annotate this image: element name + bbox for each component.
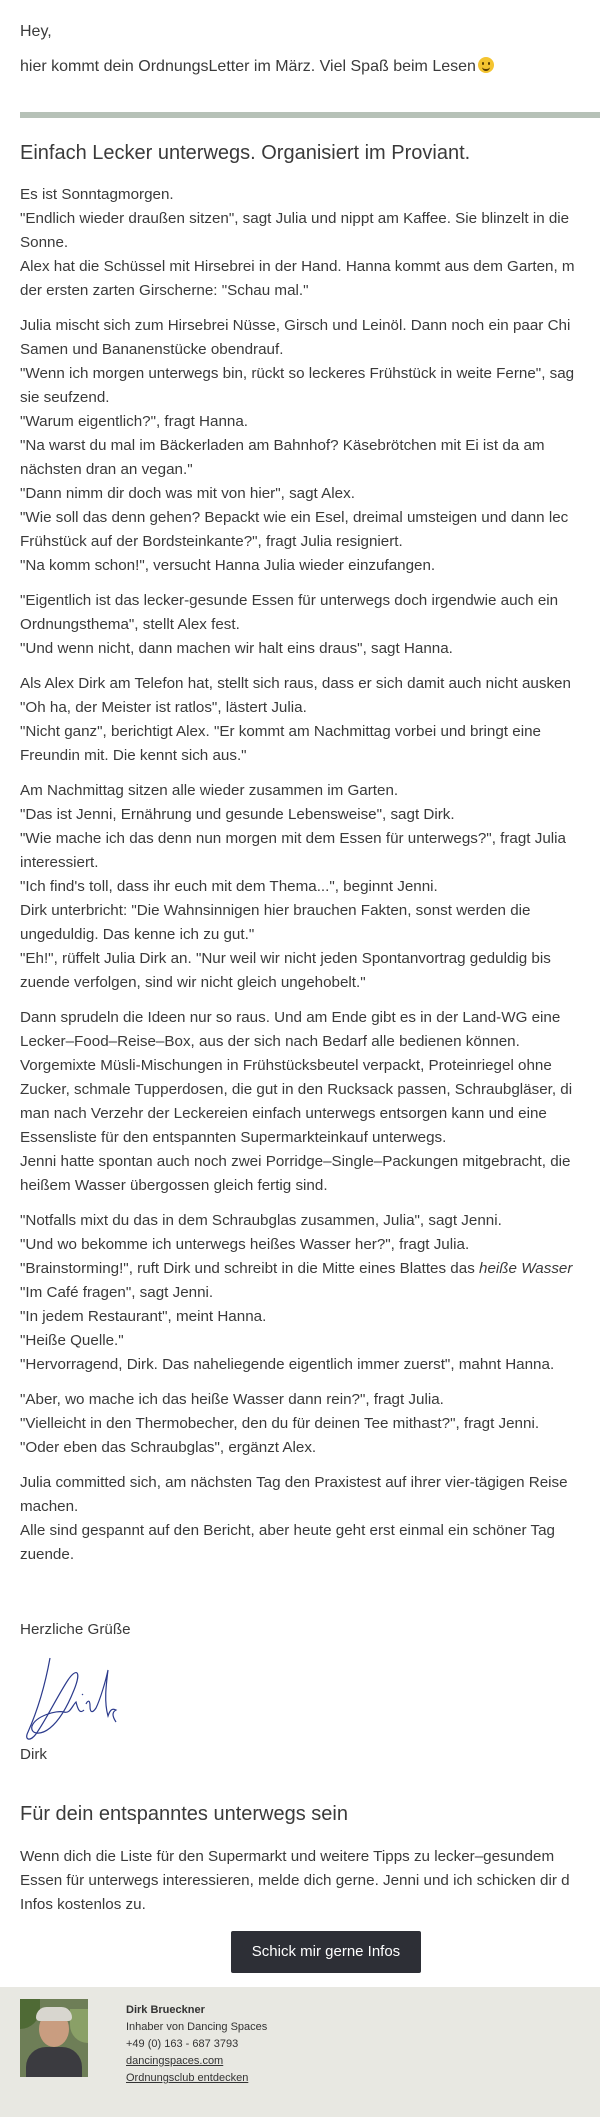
text-line: "Und wo bekomme ich unterwegs heißes Wasser her?", fragt Julia. — [20, 1236, 470, 1253]
photo-hair — [36, 2007, 72, 2021]
text-line: Als Alex Dirk am Telefon hat, stellt sich raus, dass er sich damit auch nicht ausken — [20, 675, 571, 692]
text-line: "Warum eigentlich?", fragt Hanna. — [20, 413, 249, 430]
footer-name: Dirk Brueckner — [126, 2004, 205, 2016]
text-line: Infos kostenlos zu. — [20, 1896, 146, 1913]
website-link[interactable]: dancingspaces.com — [126, 2055, 224, 2067]
profile-photo — [20, 1999, 88, 2077]
paragraph-1 — [20, 183, 600, 303]
text-line: "Im Café fragen", sagt Jenni. — [20, 1284, 214, 1301]
text-line: Samen und Bananenstücke obendrauf. — [20, 341, 284, 358]
text-line: "Heiße Quelle." — [20, 1332, 124, 1349]
text-line: Wenn dich die Liste für den Supermarkt und weitere Tipps zu lecker–gesundem — [20, 1848, 555, 1865]
text-line: "Ich find's toll, dass ihr euch mit dem Thema...", beginnt Jenni. — [20, 878, 438, 895]
text-line: "In jedem Restaurant", meint Hanna. — [20, 1308, 267, 1325]
paragraph-4 — [20, 672, 600, 768]
text-line: interessiert. — [20, 854, 99, 871]
signature-name: Dirk — [20, 1746, 47, 1763]
text-line: nächsten dran an vegan." — [20, 461, 193, 478]
photo-body — [26, 2047, 82, 2077]
paragraph-3 — [20, 589, 600, 661]
text-line: Zucker, schmale Tupperdosen, die gut in den Rucksack passen, Schraubgläser, di — [20, 1081, 573, 1098]
closing: Herzliche Grüße — [20, 1621, 131, 1638]
text-line: der ersten zarten Girscherne: "Schau mal." — [20, 282, 309, 299]
text-line: "Wie mache ich das denn nun morgen mit dem Essen für unterwegs?", fragt Julia — [20, 830, 566, 847]
text-line: "Oder eben das Schraubglas", ergänzt Alex. — [20, 1439, 317, 1456]
story — [20, 183, 600, 1578]
text-line: machen. — [20, 1498, 79, 1515]
paragraph-7-rest — [20, 1281, 600, 1377]
text-line: Essen für unterwegs interessieren, melde dich gerne. Jenni und ich schicken dir d — [20, 1872, 570, 1889]
text-line: Lecker–Food–Reise–Box, aus der sich nach Bedarf alle bedienen können. — [20, 1033, 520, 1050]
text-line: Jenni hatte spontan auch noch zwei Porridge–Single–Packungen mitgebracht, die — [20, 1153, 571, 1170]
signature-image — [20, 1650, 130, 1750]
footer-phone: +49 (0) 163 - 687 3793 — [126, 2038, 239, 2050]
greeting: Hey, — [20, 23, 52, 40]
text-line: Ordnungsthema", stellt Alex fest. — [20, 616, 240, 633]
text-line: Freundin mit. Die kennt sich aus." — [20, 747, 247, 764]
text-line: Es ist Sonntagmorgen. — [20, 186, 174, 203]
text-line: "Eh!", rüffelt Julia Dirk an. "Nur weil wir nicht jeden Spontanvortrag geduldig bis — [20, 950, 551, 967]
text-line: "Hervorragend, Dirk. Das naheliegende eigentlich immer zuerst", mahnt Hanna. — [20, 1356, 555, 1373]
footer-contact — [126, 2002, 267, 2087]
text-line: heißem Wasser übergossen gleich fertig sind. — [20, 1177, 328, 1194]
text-line: Dann sprudeln die Ideen nur so raus. Und am Ende gibt es in der Land-WG eine — [20, 1009, 561, 1026]
text-line: sie seufzend. — [20, 389, 110, 406]
intro-line — [20, 56, 494, 78]
paragraph-2 — [20, 314, 600, 578]
text-line: zuende verfolgen, sind wir nicht gleich ungehobelt." — [20, 974, 366, 991]
text-line: Essensliste für den entspannten Supermarkteinkauf unterwegs. — [20, 1129, 447, 1146]
paragraph-5 — [20, 779, 600, 995]
text-line: Alex hat die Schüssel mit Hirsebrei in der Hand. Hanna kommt aus dem Garten, m — [20, 258, 575, 275]
text-line: "Wie soll das denn gehen? Bepackt wie ein Esel, dreimal umsteigen und dann lec — [20, 509, 569, 526]
text-line: zuende. — [20, 1546, 75, 1563]
text-line: "Wenn ich morgen unterwegs bin, rückt so leckeres Frühstück in weite Ferne", sag — [20, 365, 575, 382]
text-line: "Aber, wo mache ich das heiße Wasser dann rein?", fragt Julia. — [20, 1391, 444, 1408]
paragraph-6 — [20, 1006, 600, 1198]
paragraph-9 — [20, 1471, 600, 1567]
text-line: Julia mischt sich zum Hirsebrei Nüsse, Girsch und Leinöl. Dann noch ein paar Chi — [20, 317, 571, 334]
text-line: "Und wenn nicht, dann machen wir halt eins draus", sagt Hanna. — [20, 640, 453, 657]
emphasis-text: heiße Wasser — [479, 1260, 573, 1277]
newsletter-title: Einfach Lecker unterwegs. Organisiert im Proviant. — [20, 142, 471, 164]
text-line — [20, 1257, 600, 1281]
paragraph-7 — [20, 1209, 600, 1377]
photo-foliage — [70, 2009, 88, 2043]
footer — [0, 1987, 600, 2117]
text-line: Frühstück auf der Bordsteinkante?", fragt Julia resigniert. — [20, 533, 403, 550]
text-line: Sonne. — [20, 234, 69, 251]
paragraph-8 — [20, 1388, 600, 1460]
divider — [20, 112, 600, 118]
text-line: "Na komm schon!", versucht Hanna Julia wieder einzufangen. — [20, 557, 436, 574]
text-line: "Das ist Jenni, Ernährung und gesunde Lebensweise", sagt Dirk. — [20, 806, 455, 823]
text-line: ungeduldig. Das kenne ich zu gut." — [20, 926, 255, 943]
cta-text — [20, 1845, 600, 1917]
text-line: Am Nachmittag sitzen alle wieder zusammen im Garten. — [20, 782, 399, 799]
send-info-button[interactable]: Schick mir gerne Infos — [231, 1931, 421, 1973]
text-line: "Notfalls mixt du das in dem Schraubglas zusammen, Julia", sagt Jenni. — [20, 1212, 502, 1229]
text-line: "Nicht ganz", berichtigt Alex. "Er kommt am Nachmittag vorbei und bringt eine — [20, 723, 541, 740]
text-line: "Eigentlich ist das lecker-gesunde Essen für unterwegs doch irgendwie auch ein — [20, 592, 559, 609]
text-line: "Dann nimm dir doch was mit von hier", sagt Alex. — [20, 485, 355, 502]
ordnungsclub-link[interactable]: Ordnungsclub entdecken — [126, 2072, 249, 2084]
smiley-icon — [478, 57, 494, 73]
text-line: "Oh ha, der Meister ist ratlos", lästert Julia. — [20, 699, 307, 716]
text-line: Julia committed sich, am nächsten Tag den Praxistest auf ihrer vier-tägigen Reise — [20, 1474, 568, 1491]
text-line: Alle sind gespannt auf den Bericht, aber heute geht erst einmal ein schöner Tag — [20, 1522, 556, 1539]
text-segment: "Brainstorming!", ruft Dirk und schreibt in die Mitte eines Blattes das — [20, 1260, 480, 1277]
intro-text: hier kommt dein OrdnungsLetter im März. Viel Spaß beim Lesen — [20, 58, 476, 75]
footer-role: Inhaber von Dancing Spaces — [126, 2021, 268, 2033]
text-line: "Vielleicht in den Thermobecher, den du für deinen Tee mithast?", fragt Jenni. — [20, 1415, 540, 1432]
text-line: Vorgemixte Müsli-Mischungen in Frühstücksbeutel verpackt, Proteinriegel ohne — [20, 1057, 552, 1074]
text-line: man nach Verzehr der Leckereien einfach unterwegs entsorgen kann und eine — [20, 1105, 547, 1122]
text-line: "Endlich wieder draußen sitzen", sagt Julia und nippt am Kaffee. Sie blinzelt in die — [20, 210, 570, 227]
text-line: "Na warst du mal im Bäckerladen am Bahnhof? Käsebrötchen mit Ei ist da am — [20, 437, 545, 454]
section-title: Für dein entspanntes unterwegs sein — [20, 1803, 348, 1825]
text-line: Dirk unterbricht: "Die Wahnsinnigen hier brauchen Fakten, sonst werden die — [20, 902, 531, 919]
